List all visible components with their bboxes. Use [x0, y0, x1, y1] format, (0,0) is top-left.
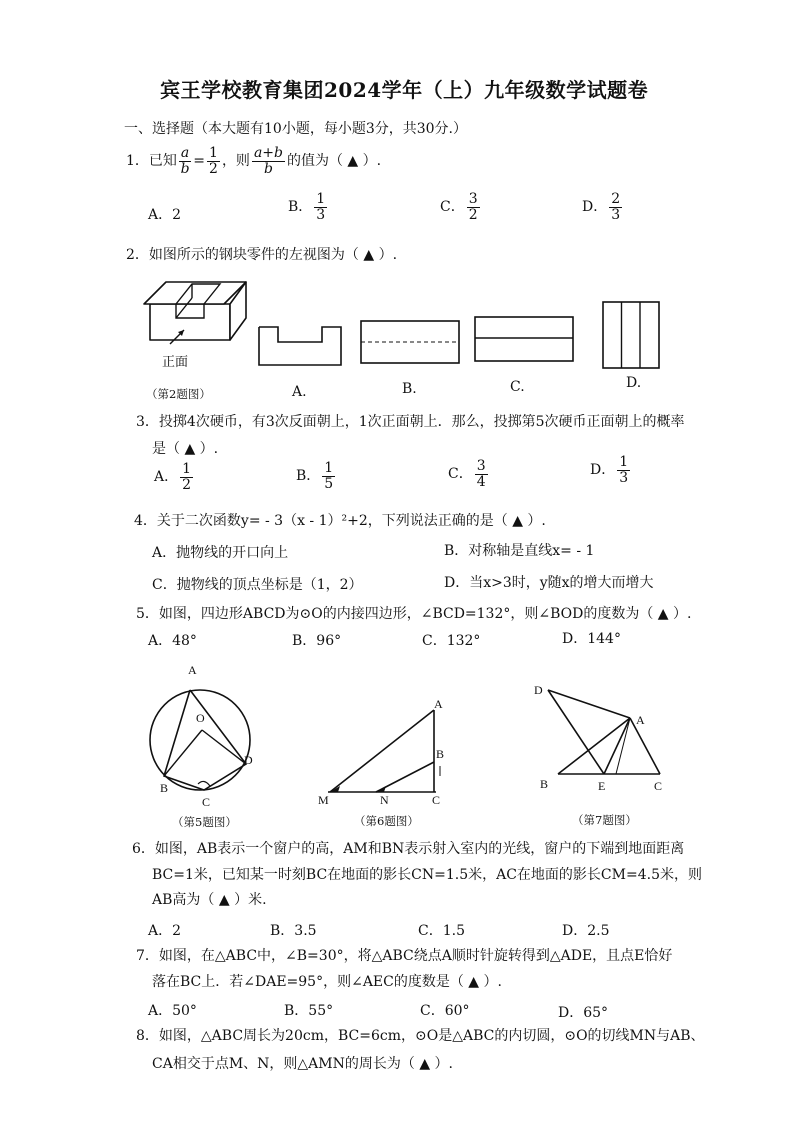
question-3-line2: 是（ ▲ ）. [152, 441, 219, 457]
question-8-line1: 8．如图，△ABC周长为20cm，BC=6cm，⊙O是△ABC的内切圆，⊙O的切线MN与AB、 [136, 1028, 705, 1044]
q1-frac-a-over-b: $\frac{a}{b}$ [180, 145, 190, 177]
q6-option-a[interactable]: A．2 [148, 923, 182, 939]
section-heading: 一、选择题（本大题有10小题，每小题3分，共30分.） [124, 121, 467, 137]
q6-option-d[interactable]: D．2.5 [562, 923, 610, 939]
q1-eq: = [193, 153, 206, 170]
q7-option-d[interactable]: D．65° [558, 1005, 609, 1021]
q2-option-c-label[interactable]: C. [510, 379, 525, 395]
fig6-label-a: A [434, 697, 443, 711]
q1-option-a[interactable]: A．2 [148, 207, 182, 223]
q1-tail: 的值为（ ▲ ）. [286, 153, 382, 170]
figure-6 [316, 697, 450, 807]
q2-option-c-view[interactable] [474, 316, 574, 362]
fig7-label-b: B [540, 777, 549, 791]
q1-frac-half: $\frac{1}{2}$ [209, 145, 218, 177]
q1-mid: ，则 [221, 153, 250, 170]
fig6-caption: （第6题图） [354, 814, 419, 828]
q4-option-d[interactable]: D．当x>3时，y随x的增大而增大 [444, 575, 654, 591]
q3-option-a[interactable]: A． $\frac{1}{2}$ [154, 461, 192, 493]
fig7-label-d: D [534, 683, 543, 697]
q1-option-d[interactable]: D． $\frac{2}{3}$ [582, 191, 621, 223]
q1-option-c[interactable]: C． $\frac{3}{2}$ [440, 191, 478, 223]
front-label: 正面 [162, 355, 189, 370]
q1-lead: 1．已知 [126, 153, 177, 170]
q1-option-b[interactable]: B． $\frac{1}{3}$ [288, 191, 326, 223]
fig5-label-o: O [196, 711, 205, 725]
q3-option-c[interactable]: C． $\frac{3}{4}$ [448, 458, 486, 490]
fig7-label-a: A [636, 713, 645, 727]
fig2-caption: （第2题图） [146, 387, 211, 401]
question-5: 5．如图，四边形ABCD为⊙O的内接四边形，∠BCD=132°，则∠BOD的度数为（ ▲ ）. [136, 606, 692, 622]
q2-option-b-label[interactable]: B. [402, 381, 417, 397]
page-title: 宾王学校教育集团2024学年（上）九年级数学试题卷 [160, 78, 649, 102]
question-8-line2: CA相交于点M、N，则△AMN的周长为（ ▲ ）. [152, 1056, 453, 1072]
fig7-label-e: E [598, 779, 606, 793]
fig6-label-n: N [380, 793, 389, 807]
q4-option-b[interactable]: B．对称轴是直线x= - 1 [444, 543, 595, 559]
fig5-caption: （第5题图） [172, 815, 237, 829]
q4-option-a[interactable]: A．抛物线的开口向上 [152, 545, 289, 561]
fig7-caption: （第7题图） [572, 813, 637, 827]
q2-option-d-view[interactable] [602, 301, 660, 369]
q5-option-d[interactable]: D．144° [562, 631, 621, 647]
question-7-line1: 7．如图，在△ABC中，∠B=30°，将△ABC绕点A顺时针旋转得到△ADE，且点E恰好 [136, 948, 673, 964]
fig7-label-c: C [654, 779, 663, 793]
fig5-label-c: C [202, 795, 211, 809]
question-4: 4．关于二次函数y= - 3（x - 1）²+2，下列说法正确的是（ ▲ ）. [134, 513, 546, 529]
fig5-label-b: B [160, 781, 169, 795]
q2-option-b-view[interactable] [360, 320, 460, 364]
q3-option-b[interactable]: B． $\frac{1}{5}$ [296, 460, 334, 492]
figure-7 [532, 680, 672, 798]
question-6-line2: BC=1米，已知某一时刻BC在地面的影长CN=1.5米，AC在地面的影长CM=4.5米，则 [152, 867, 702, 883]
question-3-line1: 3．投掷4次硬币，有3次反面朝上，1次正面朝上．那么，投掷第5次硬币正面朝上的概率 [136, 414, 685, 430]
fig6-label-b: B [436, 747, 445, 761]
fig5-label-d: D [244, 753, 253, 767]
question-6-line3: AB高为（ ▲ ）米. [152, 892, 267, 908]
fig6-label-m: M [318, 793, 329, 807]
q7-option-b[interactable]: B．55° [284, 1003, 334, 1019]
q2-option-a-label[interactable]: A. [292, 384, 307, 400]
q1-frac-ab: $\frac{a+b}{b}$ [253, 145, 283, 177]
question-1 [126, 146, 381, 176]
q6-option-c[interactable]: C．1.5 [418, 923, 465, 939]
steel-block-figure [148, 274, 248, 346]
q2-option-a-view[interactable] [258, 322, 342, 366]
q6-option-b[interactable]: B．3.5 [270, 923, 317, 939]
q5-option-a[interactable]: A．48° [148, 633, 197, 649]
figure-5 [146, 660, 266, 810]
question-2: 2．如图所示的钢块零件的左视图为（ ▲ ）. [126, 247, 398, 263]
q3-option-d[interactable]: D． $\frac{1}{3}$ [590, 454, 629, 486]
fig6-label-c: C [432, 793, 441, 807]
q4-option-c[interactable]: C．抛物线的顶点坐标是（1，2） [152, 577, 363, 593]
q7-option-c[interactable]: C．60° [420, 1003, 470, 1019]
q5-option-c[interactable]: C．132° [422, 633, 481, 649]
question-7-line2: 落在BC上．若∠DAE=95°，则∠AEC的度数是（ ▲ ）. [152, 974, 502, 990]
fig5-label-a: A [188, 663, 197, 677]
question-6-line1: 6．如图，AB表示一个窗户的高，AM和BN表示射入室内的光线，窗户的下端到地面距离 [132, 841, 685, 857]
q2-option-d-label[interactable]: D. [626, 375, 642, 391]
q5-option-b[interactable]: B．96° [292, 633, 342, 649]
q7-option-a[interactable]: A．50° [148, 1003, 197, 1019]
